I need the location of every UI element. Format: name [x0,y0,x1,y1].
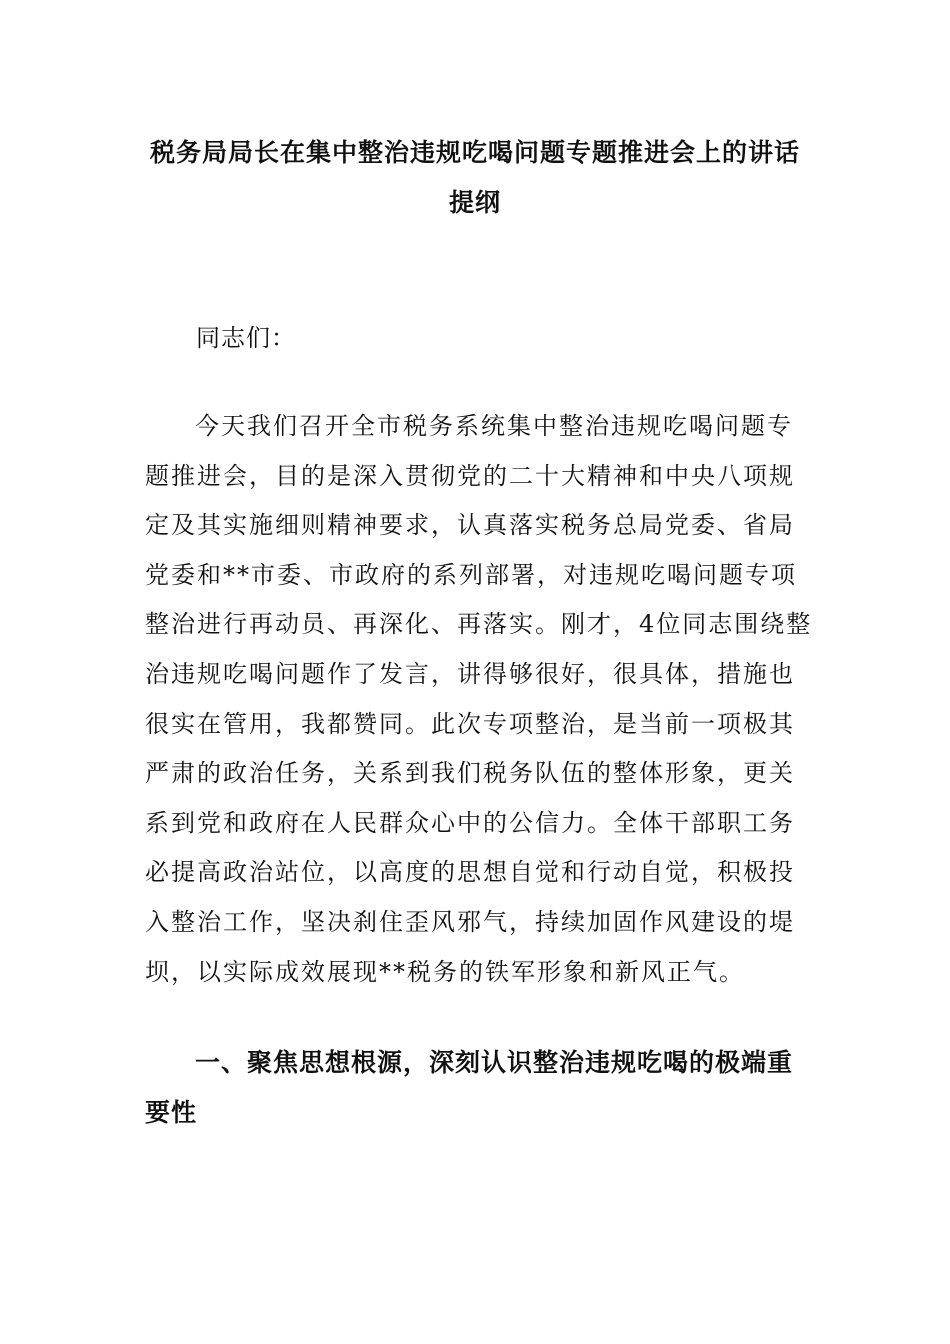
paragraph-line: 必提高政治站位，以高度的思想自觉和行动自觉，积极投 [145,858,795,887]
document-title [145,128,805,228]
paragraph-line: 党委和**市委、市政府的系列部署，对违规吃喝问题专项 [145,560,797,589]
opening-paragraph [145,402,813,997]
greeting: 同志们： [196,324,296,352]
title-line-1: 税务局局长在集中整治违规吃喝问题专题推进会上的讲话 [149,138,800,167]
title-line-2: 提纲 [448,188,501,217]
paragraph-line: 题推进会，目的是深入贯彻党的二十大精神和中央八项规 [145,461,795,490]
paragraph-line: 很实在管用，我都赞同。此次专项整治，是当前一项极其 [145,709,795,738]
section-heading-line-2: 要性 [145,1098,198,1127]
paragraph-line: 系到党和政府在人民群众心中的公信力。全体干部职工务 [145,808,795,837]
paragraph-line: 定及其实施细则精神要求，认真落实税务总局党委、省局 [145,511,795,540]
paragraph-line: 整治进行再动员、再深化、再落实。刚才，4位同志围绕整 [145,610,813,639]
paragraph-line: 今天我们召开全市税务系统集中整治违规吃喝问题专 [195,412,793,440]
paragraph-line: 严肃的政治任务，关系到我们税务队伍的整体形象，更关 [145,759,795,788]
section-heading [145,1038,805,1138]
section-heading-line-1: 一、聚焦思想根源，深刻认识整治违规吃喝的极端重 [195,1048,794,1077]
paragraph-line: 坝，以实际成效展现**税务的铁军形象和新风正气。 [145,957,745,986]
paragraph-line: 治违规吃喝问题作了发言，讲得够很好，很具体，措施也 [145,659,795,688]
paragraph-line: 入整治工作，坚决刹住歪风邪气，持续加固作风建设的堤 [145,907,795,936]
